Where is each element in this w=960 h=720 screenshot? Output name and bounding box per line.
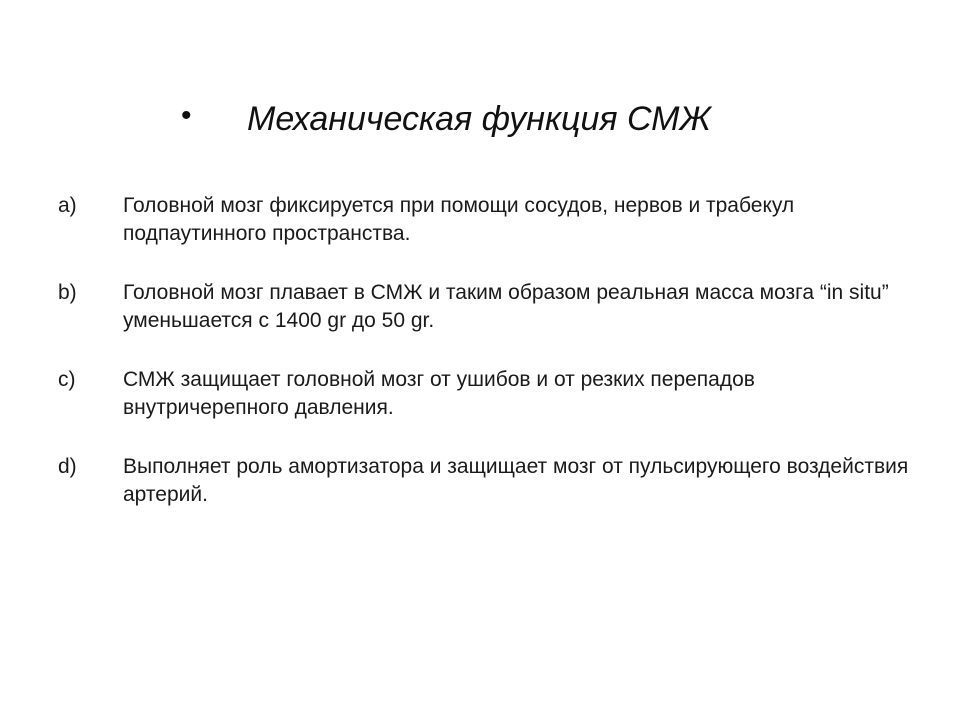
function-list bbox=[58, 192, 918, 540]
list-item-text: Выполняет роль амортизатора и защищает мозг от пульсирующего воздействия артерий. bbox=[123, 455, 909, 506]
title-bullet: • bbox=[181, 99, 192, 132]
list-marker: d) bbox=[58, 455, 77, 478]
title-row bbox=[0, 96, 960, 146]
list-item bbox=[58, 192, 918, 248]
list-item-text: Головной мозг фиксируется при помощи сосудов, нервов и трабекул подпаутинного пространства. bbox=[123, 194, 795, 245]
list-item bbox=[58, 453, 918, 509]
list-item-text: Головной мозг плавает в СМЖ и таким образом реальная масса мозга “in situ” уменьшается с 1400 gr до 50 gr. bbox=[123, 281, 889, 332]
list-item bbox=[58, 366, 918, 422]
slide-title: Механическая функция СМЖ bbox=[247, 100, 711, 138]
list-marker: b) bbox=[58, 281, 77, 304]
list-marker: a) bbox=[58, 194, 77, 217]
list-item bbox=[58, 279, 918, 335]
list-item-text: СМЖ защищает головной мозг от ушибов и от резких перепадов внутричерепного давления. bbox=[123, 368, 755, 419]
list-marker: c) bbox=[58, 368, 76, 391]
